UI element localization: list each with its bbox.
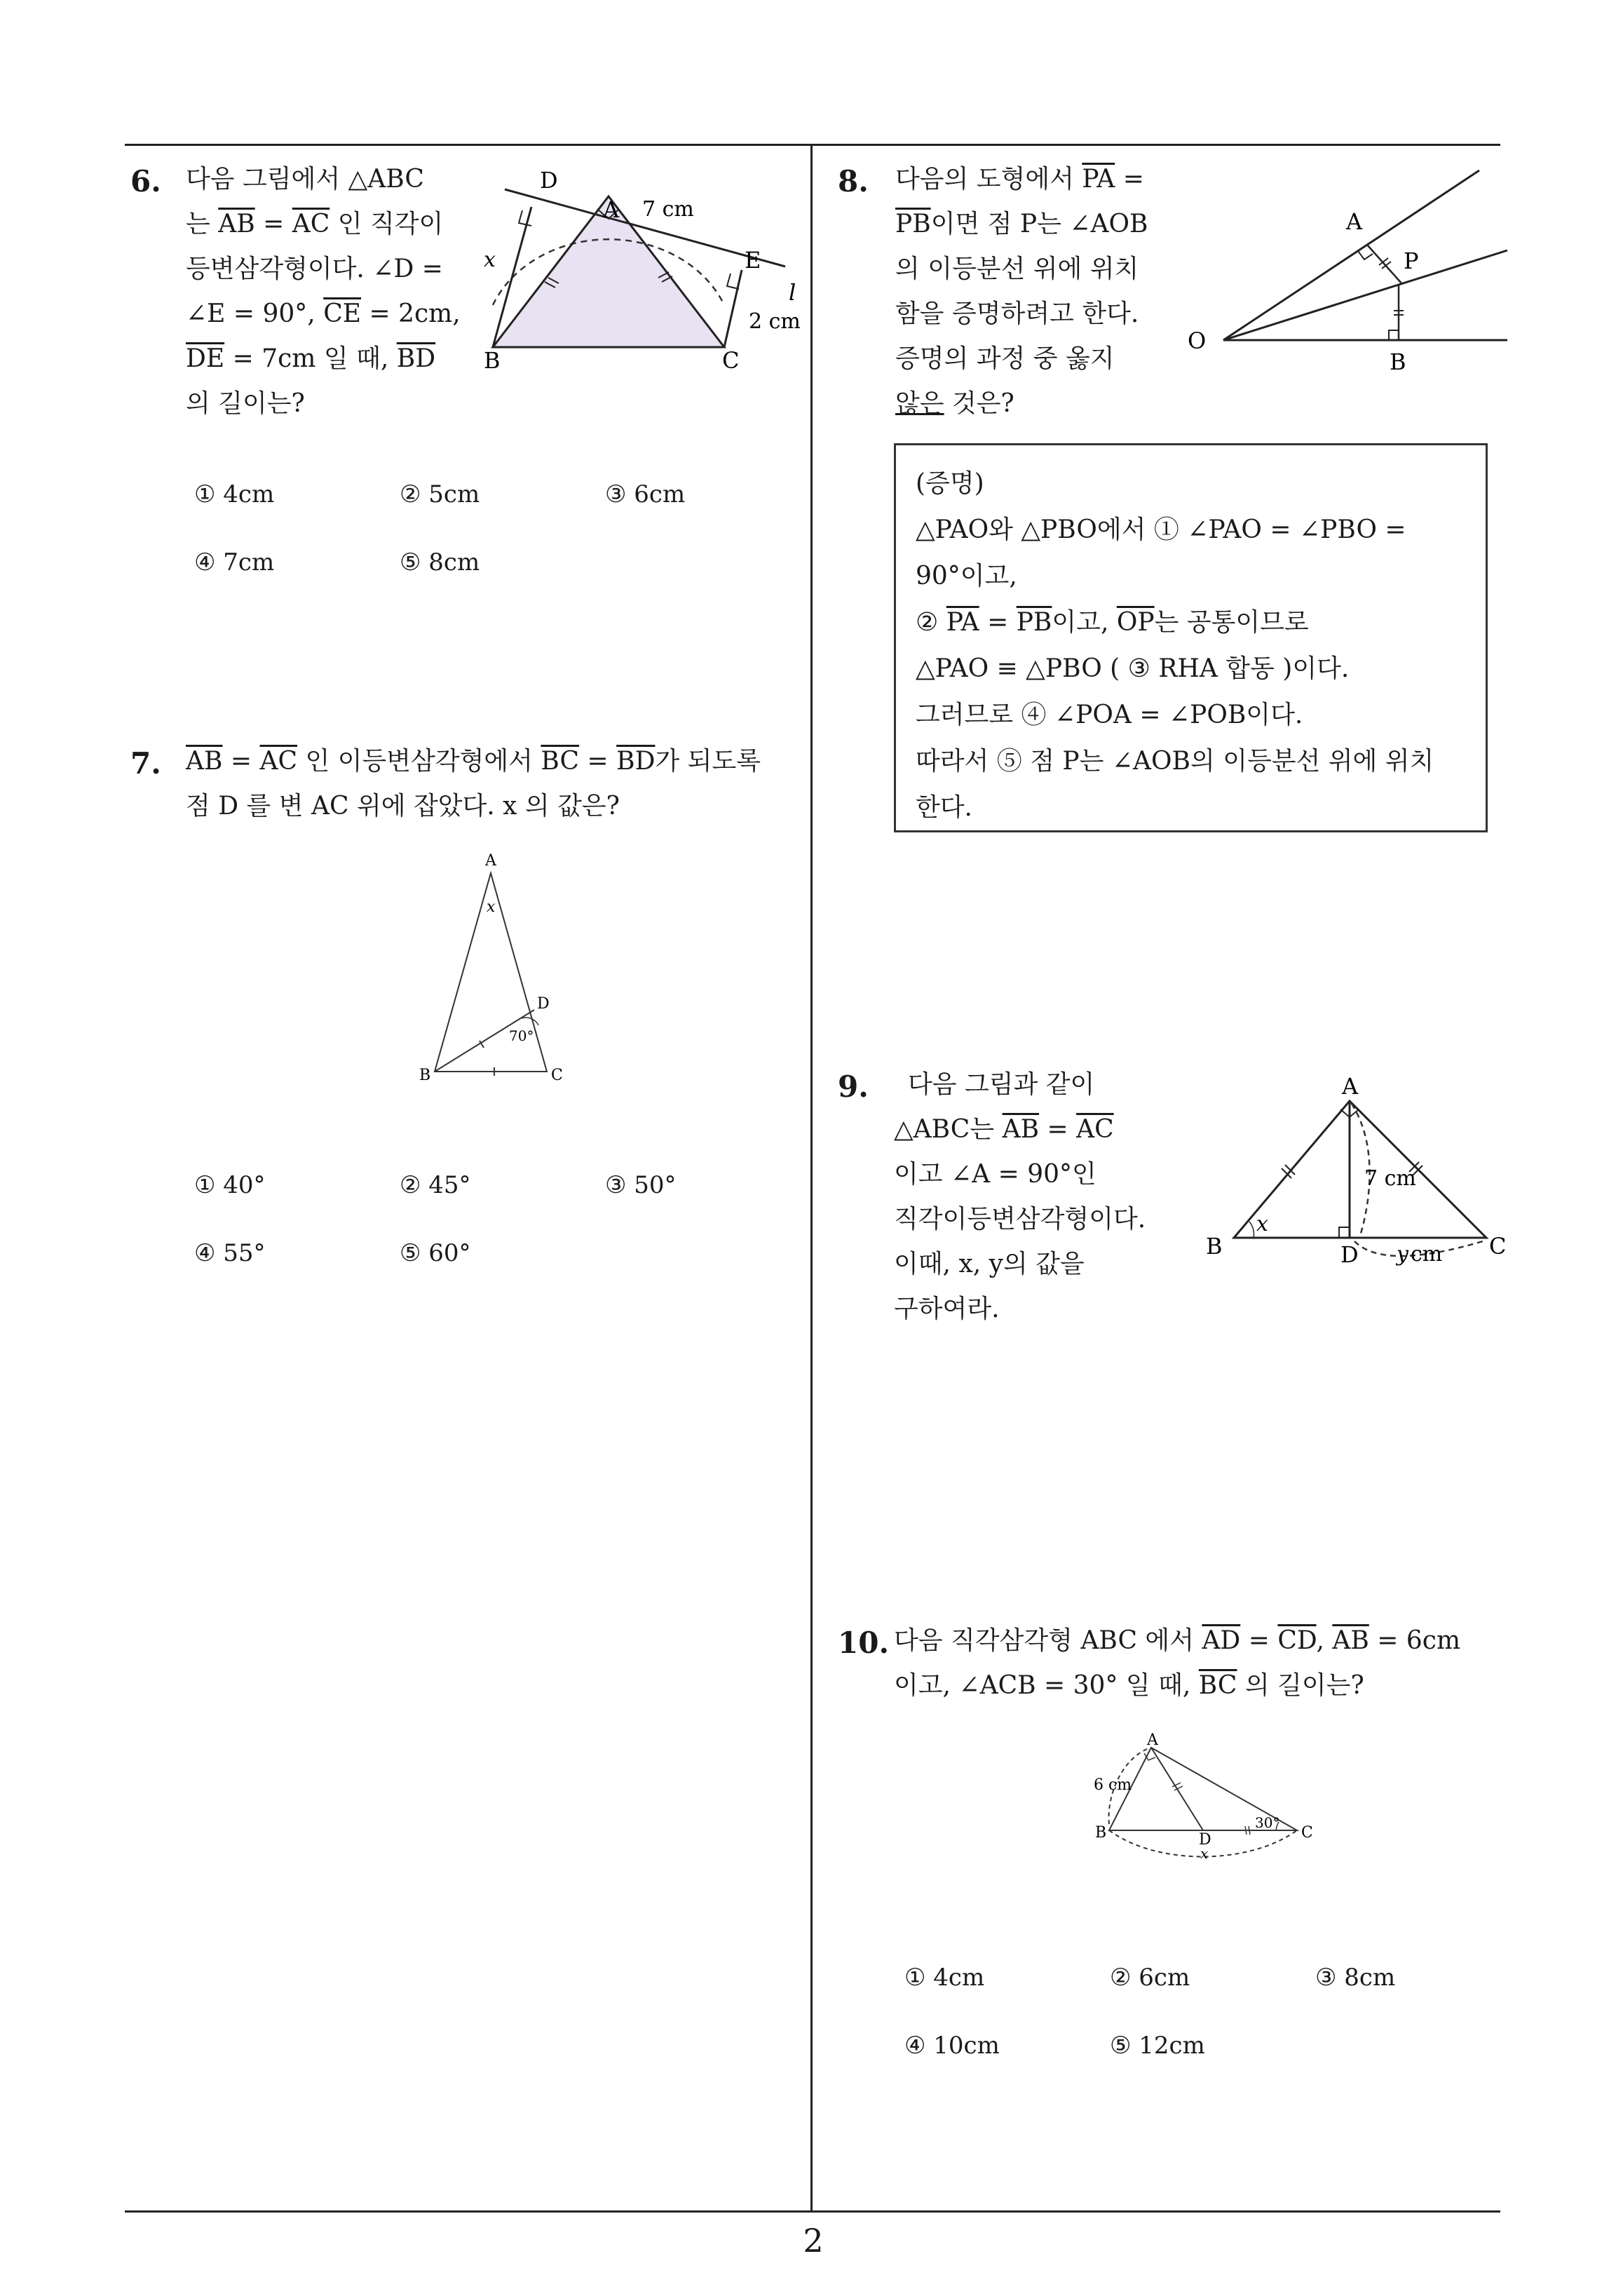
q8-bisector-OP — [1223, 250, 1507, 340]
question-10-text — [894, 1619, 1460, 1708]
question-7-text — [186, 739, 761, 829]
q7-figure — [414, 849, 582, 1094]
bottom-rule — [125, 2210, 1500, 2213]
q6-label-x: x — [484, 248, 496, 272]
q9-figure — [1192, 1073, 1514, 1276]
question-7-number: 7. — [130, 746, 161, 781]
q10-choice-2[interactable]: ② 6cm — [1110, 1964, 1190, 1992]
q6-line-1: 다음 그림에서 △ABC — [186, 165, 424, 194]
q6-choice-3[interactable]: ③ 6cm — [605, 480, 686, 508]
q8-label-P: P — [1404, 248, 1419, 274]
q10-choice-1[interactable]: ① 4cm — [904, 1964, 985, 1992]
q6-label-A: A — [603, 196, 620, 223]
q9-line-6: 구하여라. — [894, 1295, 1000, 1323]
q6-line-4: ∠E = 90°, $\overline{CE} = 2cm$, — [186, 299, 461, 328]
q7-label-C: C — [551, 1067, 563, 1084]
question-6-number: 6. — [130, 164, 161, 198]
q8-right-angle-B — [1389, 330, 1399, 340]
q7-label-70: 70° — [509, 1027, 534, 1044]
q10-label-A: A — [1147, 1731, 1158, 1749]
proof-line-7: 따라서 ⑤ 점 P는 ∠AOB의 이등분선 위에 위치 — [916, 747, 1434, 776]
q9-label-C: C — [1489, 1233, 1507, 1260]
q10-label-30: 30° — [1255, 1814, 1280, 1831]
q7-choice-2[interactable]: ② 45° — [400, 1171, 471, 1199]
question-10-number: 10. — [838, 1626, 890, 1660]
q7-label-x: x — [487, 898, 496, 916]
q8-line-6: 않은 것은? — [895, 389, 1014, 418]
q6-label-7cm: 7 cm — [642, 197, 694, 222]
q8-figure — [1185, 165, 1514, 389]
proof-line-6: 그러므로 ④ ∠POA = ∠POB이다. — [916, 701, 1303, 729]
q6-label-E: E — [745, 247, 761, 274]
q6-choice-2[interactable]: ② 5cm — [400, 480, 480, 508]
proof-line-2: △PAO와 △PBO에서 ① ∠PAO = ∠PBO = — [916, 515, 1406, 544]
question-9-text — [894, 1062, 1146, 1332]
q6-label-B: B — [484, 347, 501, 374]
proof-line-1: (증명) — [916, 469, 984, 498]
q10-choice-3[interactable]: ③ 8cm — [1315, 1964, 1396, 1992]
q8-segment-PA — [1367, 245, 1402, 284]
q6-label-D: D — [540, 168, 558, 194]
q10-line-2: 이고, ∠ACB = 30° 일 때, $\overline{BC}$ 의 길이는? — [894, 1671, 1364, 1700]
q10-label-6cm: 6 cm — [1094, 1776, 1132, 1794]
question-8-number: 8. — [838, 164, 869, 198]
q6-line-6: 의 길이는? — [186, 389, 305, 418]
q10-choice-5[interactable]: ⑤ 12cm — [1110, 2032, 1205, 2060]
q9-label-y: y — [1397, 1242, 1408, 1267]
q9-label-7cm: 7 cm — [1364, 1166, 1416, 1191]
q9-label-B: B — [1206, 1233, 1223, 1260]
q6-choice-4[interactable]: ④ 7cm — [194, 548, 275, 576]
q7-line-2: 점 D 를 변 AC 위에 잡았다. x 의 값은? — [186, 792, 620, 821]
q8-line-2: $\overline{PB}$이면 점 P는 ∠AOB — [895, 210, 1148, 238]
top-rule — [125, 144, 1500, 146]
q8-line-3: 의 이등분선 위에 위치 — [895, 255, 1139, 283]
q8-line-5: 증명의 과정 중 옳지 — [895, 344, 1115, 373]
column-divider — [810, 144, 813, 2213]
q9-label-cm: cm — [1411, 1242, 1443, 1267]
q7-choice-3[interactable]: ③ 50° — [605, 1171, 677, 1199]
proof-line-5: △PAO ≡ △PBO ( ③ RHA 합동 )이다. — [916, 654, 1350, 683]
q6-figure — [477, 168, 806, 379]
q10-label-D: D — [1199, 1831, 1211, 1849]
q9-label-A: A — [1342, 1073, 1359, 1100]
q7-choice-1[interactable]: ① 40° — [194, 1171, 266, 1199]
proof-line-4: ② $\overline{PA} = \overline{PB}$이고, $\overline{OP}$는 공통이므로 — [916, 608, 1309, 637]
q10-figure — [1080, 1718, 1332, 1872]
q9-line-2: △ABC는 $\overline{AB} = \overline{AC}$ — [894, 1115, 1114, 1144]
q6-choice-5[interactable]: ⑤ 8cm — [400, 548, 480, 576]
q7-line-1: $\overline{AB} = \overline{AC}$ 인 이등변삼각형에서 $\overline{BC} = \overline{BD}$가 되도록 — [186, 747, 761, 776]
q10-label-B: B — [1095, 1824, 1107, 1842]
q6-line-3: 등변삼각형이다. ∠D = — [186, 255, 443, 283]
question-6-text — [186, 157, 461, 426]
q7-label-D: D — [537, 995, 550, 1013]
q6-segment-CE — [724, 270, 742, 347]
q10-choice-4[interactable]: ④ 10cm — [904, 2032, 1000, 2060]
q9-line-4: 직각이등변삼각형이다. — [894, 1205, 1146, 1234]
page-number: 2 — [803, 2222, 824, 2260]
q6-label-C: C — [722, 347, 740, 374]
q8-proof-box — [894, 443, 1488, 832]
q8-label-A: A — [1346, 208, 1363, 235]
question-8-text — [895, 157, 1148, 426]
q6-label-l: l — [789, 279, 796, 306]
q7-angle-arc — [522, 1018, 538, 1025]
q7-label-B: B — [419, 1067, 431, 1084]
q8-line-1: 다음의 도형에서 $\overline{PA}$ = — [895, 165, 1144, 194]
q8-ray-OA — [1223, 170, 1479, 340]
q6-label-2cm: 2 cm — [749, 309, 801, 334]
q8-right-angle-A — [1358, 251, 1373, 259]
q9-line-1: 다음 그림과 같이 — [908, 1070, 1095, 1099]
q9-label-x: x — [1256, 1212, 1268, 1236]
q8-label-O: O — [1188, 327, 1207, 354]
q9-line-5: 이때, x, y의 값을 — [894, 1250, 1085, 1278]
q9-line-3: 이고 ∠A = 90°인 — [894, 1160, 1096, 1189]
q10-label-C: C — [1301, 1824, 1313, 1842]
q6-line-2: 는 $\overline{AB} = \overline{AC}$ 인 직각이 — [186, 210, 444, 238]
question-9-number: 9. — [838, 1069, 869, 1104]
q7-choice-4[interactable]: ④ 55° — [194, 1239, 266, 1267]
proof-line-3: 90°이고, — [916, 562, 1017, 590]
q9-angle-arc-B — [1249, 1222, 1254, 1238]
q9-label-D: D — [1340, 1241, 1359, 1268]
q7-choice-5[interactable]: ⑤ 60° — [400, 1239, 471, 1267]
q9-right-angle-D — [1339, 1227, 1350, 1238]
q10-tick-DC-1 — [1245, 1826, 1247, 1835]
q8-label-B: B — [1390, 349, 1406, 375]
q6-choice-1[interactable]: ① 4cm — [194, 480, 275, 508]
q7-label-A: A — [485, 852, 496, 870]
q10-line-1: 다음 직각삼각형 ABC 에서 $\overline{AD} = \overline{CD}$, $\overline{AB} = 6cm$ — [894, 1626, 1461, 1655]
q8-line-4: 함을 증명하려고 한다. — [895, 299, 1139, 328]
proof-line-8: 한다. — [916, 793, 972, 822]
q10-tick-DC-2 — [1249, 1826, 1250, 1835]
q6-line-5: $\overline{DE} = 7cm$ 일 때, $\overline{BD}$ — [186, 344, 436, 373]
q10-label-x: x — [1200, 1845, 1209, 1862]
